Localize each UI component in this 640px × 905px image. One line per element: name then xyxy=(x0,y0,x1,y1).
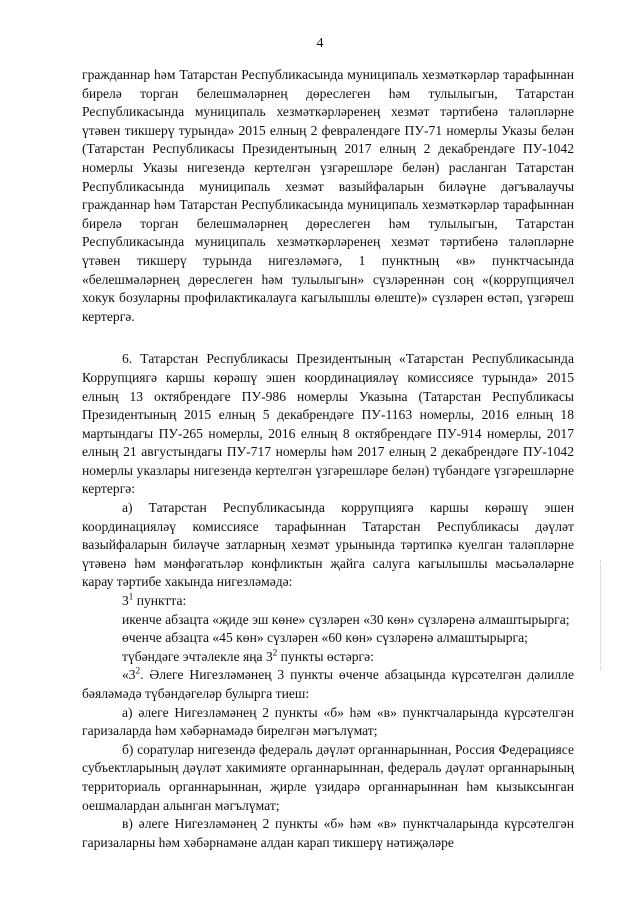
paragraph-third-abzac: өченче абзацта «45 көн» сүзләрен «60 көн» сүзләренә алмаштырырга; xyxy=(122,630,528,646)
paragraph-second-abzac: икенче абзацта «җиде эш көне» сүзләрен «30 көн» сүзләренә алмаштырырга; xyxy=(122,611,570,627)
paragraph-item-6: 6. Татарстан Республикасы Президентының «Татарстан Республикасында Коррупциягә каршы көрәшү эшен координацияләү комиссиясе турында» 2015 елның 13 октябрендәге ПУ-986 номерлы Указына (Татарстан Республикасы Президентының 2015 елның 5 декабрендәге ПУ-1163 номерлы, 2016 елның 18 мартындагы ПУ-265 номерлы, 2016 елның 8 октябрендәге ПУ-914 номерлы, 2017 елның 21 августындагы ПУ-717 номерлы һәм 2017 елның 2 декабрендәге ПУ-1042 номерлы указлары нигезендә кертелгән үзгәрешләре белән) түбәндәге үзгәрешләрне кертергә: xyxy=(82,351,574,497)
quoted-point-superscript: 2 xyxy=(135,665,141,676)
point-superscript: 1 xyxy=(128,591,134,602)
paragraph-new-point xyxy=(82,648,574,667)
paragraph-point-3-2 xyxy=(82,666,574,703)
new-point-superscript: 2 xyxy=(272,647,278,658)
point-tail: пунктта: xyxy=(133,593,187,609)
paragraph-sub-a: а) әлеге Нигезләмәнең 2 пункты «б» һәм «в» пунктчаларында күрсәтелгән гаризаларда һәм хәбәрнамәдә бирелгән мәгълүмат; xyxy=(82,704,574,739)
point-number: 3 xyxy=(122,593,129,609)
paragraph-sub-b: б) соратулар нигезендә федераль дәүләт органнарыннан, Россия Федерациясе субъектларының дәүләт хакимияте органнарыннан, федераль дәүләт органнарының территориаль органнарыннан, җирле үзидарә органнарыннан һәм кызыксынган оешмалардан алынган мәгълүмат; xyxy=(82,741,574,813)
quoted-point-number: «3 xyxy=(122,667,136,683)
document-body xyxy=(82,66,574,852)
new-point-text: түбәндәге эчтәлекле яңа 3 xyxy=(122,648,273,664)
quoted-point-tail: . Әлеге Нигезләмәнең 3 пункты өченче абзацында күрсәтелгән дәлилле бәяләмәдә түбәндәгеләр булырга тиеш: xyxy=(82,667,574,701)
paragraph-sub-v: в) әлеге Нигезләмәнең 2 пункты «б» һәм «в» пунктчаларында күрсәтелгән гаризаларны һәм хәбәрнамәне алдан карап тикшерү нәтиҗәләре xyxy=(82,816,574,850)
page-number: 4 xyxy=(316,36,324,51)
scan-margin-mark xyxy=(600,560,602,670)
paragraph-1: гражданнар һәм Татарстан Республикасында муниципаль хезмәткәрләр тарафыннан бирелә торган белешмәләрнең дөреслеген һәм тулылыгын, Татарстан Республикасында муниципаль хезмәткәрләренең хезмәт тәртибенә таләпләрне үтәвен тикшерү турында» 2015 елның 2 февралендәге ПУ-71 номерлы Указы белән (Татарстан Республикасы Президентының 2017 елның 2 декабрендәге ПУ-1042 номерлы Указы нигезендә кертелгән үзгәрешләре белән) расланган Татарстан Республикасында муниципаль хезмәт вазыйфаларын биләүне дәгъвалаучы гражданнар һәм Татарстан Республикасында муниципаль хезмәткәрләр тарафыннан бирелә торган белешмәләрнең дөреслеген һәм тулылыгын, Татарстан Республикасында муниципаль хезмәткәрләренең хезмәт тәртибенә таләпләрне үтәвен тикшерү турында нигезләмәгә, 1 пунктның «в» пунктчасында «белешмәләрнең дөреслеген һәм тулылыгын» сүзләреннән соң «(коррупциячел хокук бозуларны профилактикалауга кагылышлы өлеште)» сүзләрен өстәп, үзгәреш кертергә. xyxy=(82,67,574,324)
paragraph-point-3-1 xyxy=(82,592,574,611)
paragraph-gap xyxy=(82,326,574,350)
paragraph-item-a: а) Татарстан Республикасында коррупциягә каршы көрәшү эшен координацияләү комиссиясе тарафыннан Татарстан Республикасы дәүләт вазыйфаларын биләүче затларның хезмәт урынында тәртипкә куелган таләпләрне үтәвенә һәм мәнфәгатьләр конфликтын җайга салуга кагылышлы мәсьәләләрне карау тәртибе хакында нигезләмәдә: xyxy=(82,500,574,590)
new-point-tail: пункты өстәргә: xyxy=(277,648,374,664)
